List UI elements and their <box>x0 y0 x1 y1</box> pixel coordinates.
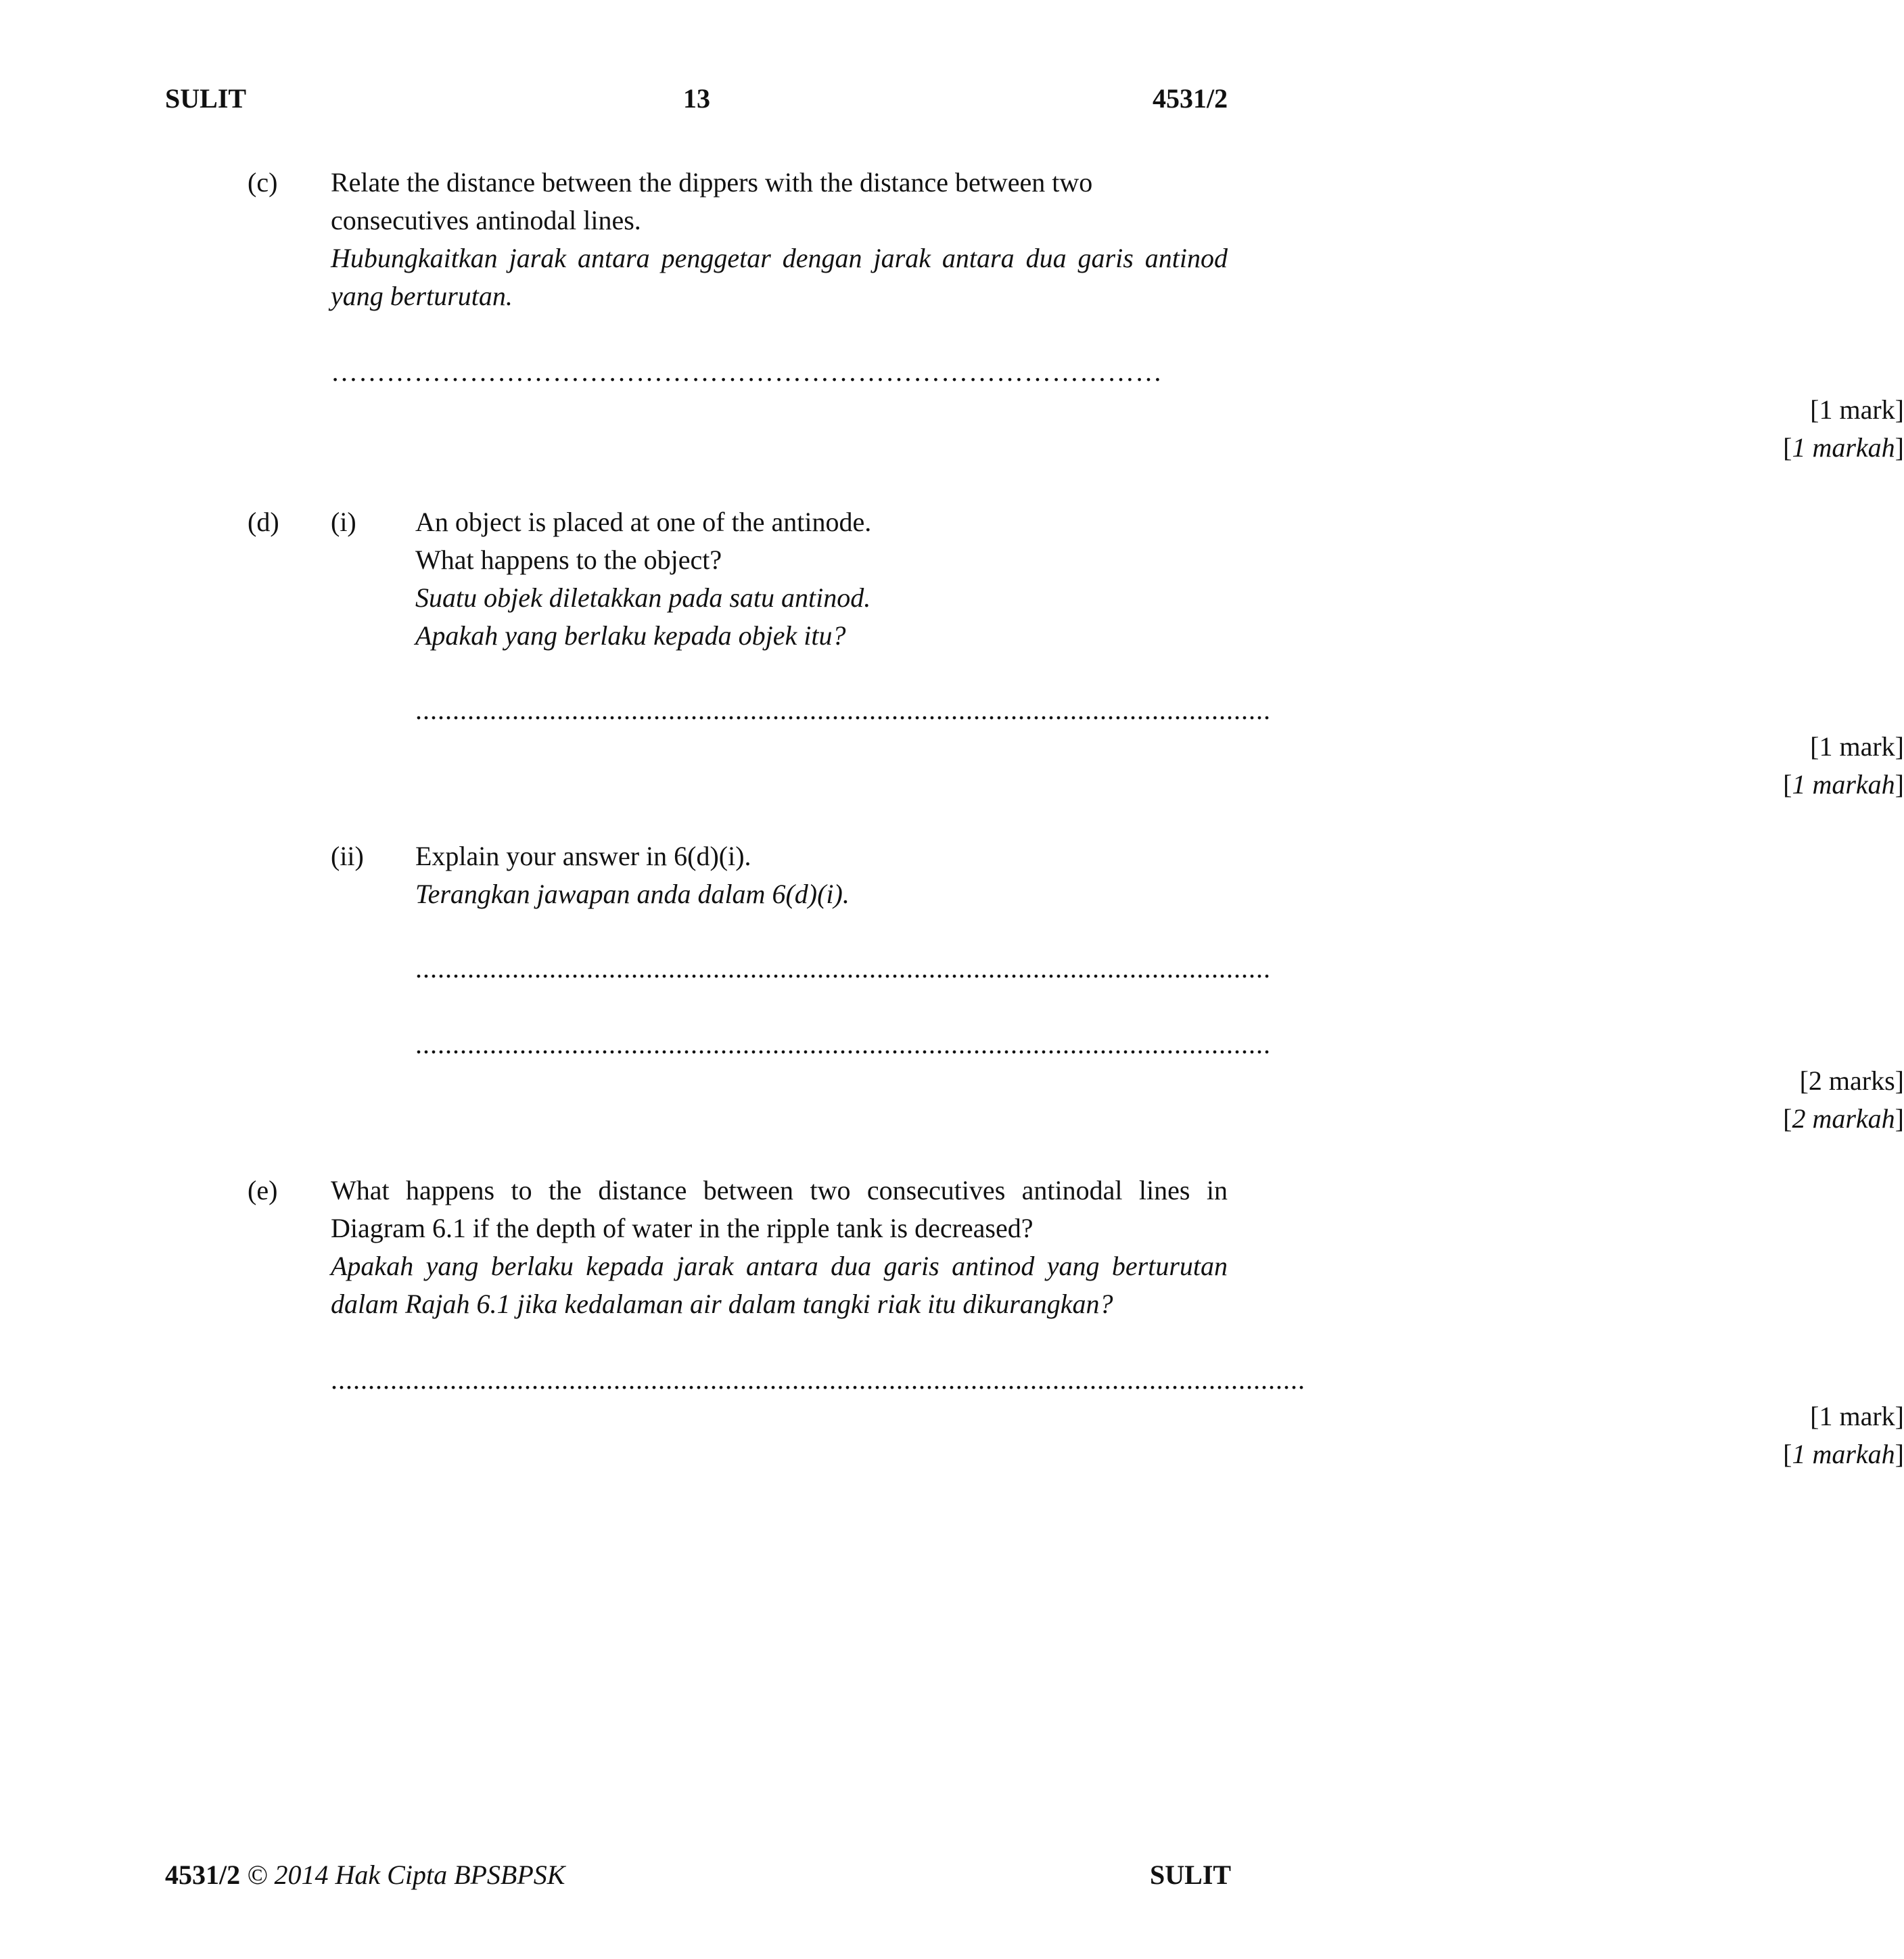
question-e-answer-line[interactable]: ................................................................................................................................... <box>331 1364 1305 1395</box>
question-c-text-en-1: Relate the distance between the dippers with the distance between two <box>331 167 1093 198</box>
question-c-label: (c) <box>248 167 278 198</box>
mark-ms-text: 2 markah <box>1792 1103 1895 1134</box>
page-number: 13 <box>683 83 710 114</box>
question-d-ii-mark-en <box>1015 1062 1904 1100</box>
footer-classification: SULIT <box>1150 1860 1232 1890</box>
mark-en-text: [1 mark] <box>1810 731 1904 762</box>
mark-en-text: [2 marks] <box>1799 1065 1904 1096</box>
bracket-close: ] <box>1895 432 1904 463</box>
question-e-label: (e) <box>248 1175 278 1205</box>
question-e-mark-en <box>1015 1398 1904 1435</box>
bracket-open: [ <box>1783 1439 1792 1469</box>
question-d-i-text-ms-2: Apakah yang berlaku kepada objek itu? <box>415 620 846 651</box>
question-c-mark-en <box>1015 391 1904 429</box>
question-d-ii-label: (ii) <box>331 841 364 871</box>
question-e-text-ms-2: dalam Rajah 6.1 jika kedalaman air dalam tangki riak itu dikurangkan? <box>331 1289 1113 1319</box>
mark-ms-text: 1 markah <box>1792 432 1895 463</box>
bracket-open: [ <box>1783 432 1792 463</box>
header-classification: SULIT <box>165 83 247 114</box>
question-d-i-text-ms-1: Suatu objek diletakkan pada satu antinod. <box>415 582 871 613</box>
question-d-i-text-en-1: An object is placed at one of the antinode. <box>415 507 872 537</box>
question-e-text-en-2: Diagram 6.1 if the depth of water in the ripple tank is decreased? <box>331 1213 1034 1243</box>
mark-ms-text: 1 markah <box>1792 769 1895 800</box>
footer-left <box>165 1856 565 1894</box>
footer-copyright: © 2014 Hak Cipta BPSBPSK <box>247 1860 565 1890</box>
question-d-ii-text-ms-1: Terangkan jawapan anda dalam 6(d)(i). <box>415 879 850 909</box>
question-c-mark-ms <box>1015 429 1904 467</box>
bracket-close: ] <box>1895 769 1904 800</box>
question-e-mark-ms <box>1015 1435 1904 1473</box>
bracket-close: ] <box>1895 1103 1904 1134</box>
question-c-text-ms-2: yang berturutan. <box>331 281 513 311</box>
question-d-i-text-en-2: What happens to the object? <box>415 545 722 575</box>
question-d-label: (d) <box>248 507 279 537</box>
bracket-close: ] <box>1895 1439 1904 1469</box>
question-e-text-ms-1: Apakah yang berlaku kepada jarak antara dua garis antinod yang berturutan <box>331 1251 1228 1281</box>
bracket-open: [ <box>1783 1103 1792 1134</box>
mark-en-text: [1 mark] <box>1810 394 1904 425</box>
question-c-text-en-2: consecutives antinodal lines. <box>331 205 641 235</box>
question-c-text-ms-1: Hubungkaitkan jarak antara penggetar dengan jarak antara dua garis antinod <box>331 243 1228 273</box>
mark-en-text: [1 mark] <box>1810 1401 1904 1431</box>
question-d-i-answer-line[interactable]: ................................................................................................................... <box>415 695 1271 725</box>
question-d-ii-answer-line-2[interactable]: ................................................................................................................... <box>415 1029 1271 1059</box>
footer-paper-code: 4531/2 <box>165 1860 241 1890</box>
question-d-i-label: (i) <box>331 507 356 537</box>
question-d-i-mark-en <box>1015 728 1904 766</box>
question-c-answer-line[interactable]: ……………………………………………………………………………… <box>331 356 1163 387</box>
mark-ms-text: 1 markah <box>1792 1439 1895 1469</box>
bracket-open: [ <box>1783 769 1792 800</box>
header-paper-code: 4531/2 <box>1153 83 1228 114</box>
question-d-ii-mark-ms <box>1015 1100 1904 1138</box>
question-d-ii-answer-line-1[interactable]: ................................................................................................................... <box>415 953 1271 984</box>
question-e-text-en-1: What happens to the distance between two consecutives antinodal lines in <box>331 1175 1228 1205</box>
question-d-i-mark-ms <box>1015 766 1904 804</box>
question-d-ii-text-en-1: Explain your answer in 6(d)(i). <box>415 841 751 871</box>
